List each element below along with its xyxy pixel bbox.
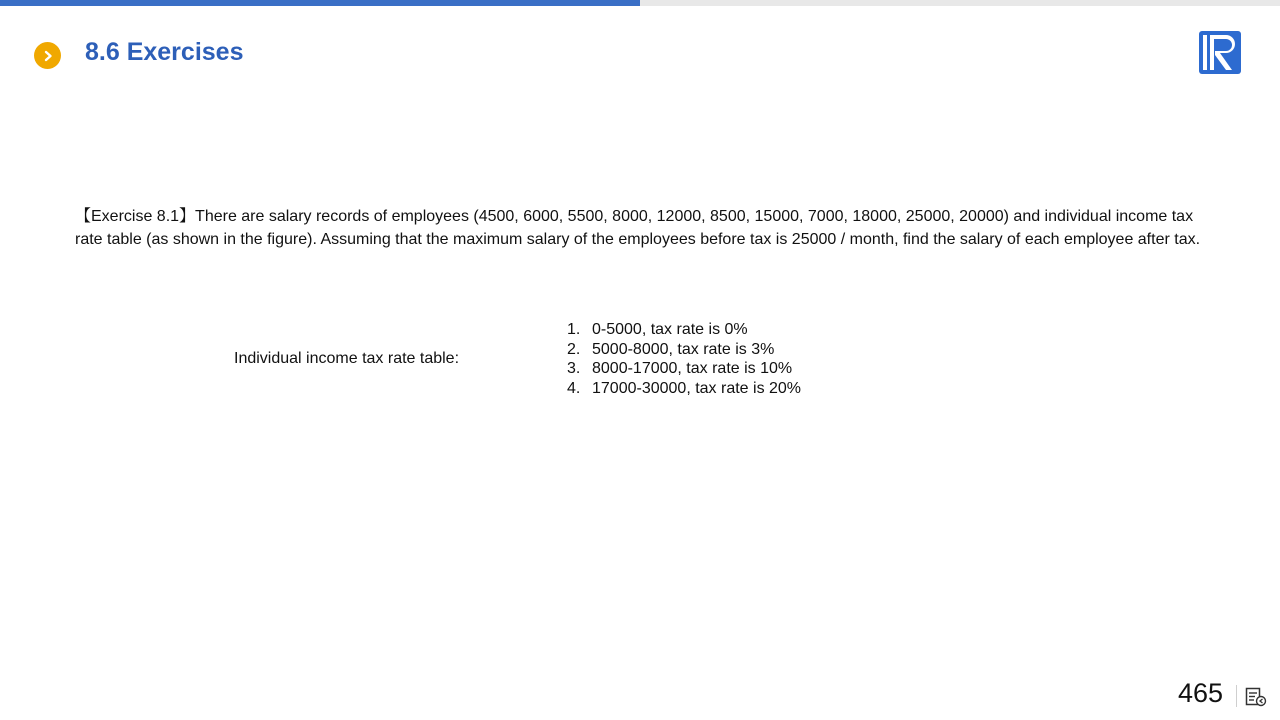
list-item [567, 359, 801, 379]
logo-icon [1199, 31, 1241, 74]
list-text: 0-5000, tax rate is 0% [592, 321, 748, 338]
list-text: 8000-17000, tax rate is 10% [592, 360, 793, 377]
page-title: 8.6 Exercises [85, 38, 244, 66]
page-number: 465 [1178, 678, 1224, 708]
list-item [567, 320, 801, 340]
list-item [567, 340, 801, 360]
tax-table-label: Individual income tax rate table: [234, 350, 460, 367]
list-number: 1. [567, 321, 581, 338]
list-text: 5000-8000, tax rate is 3% [592, 340, 775, 358]
list-number: 3. [567, 360, 581, 377]
list-item [567, 379, 801, 399]
list-number: 2. [567, 340, 581, 358]
exercise-description: 【Exercise 8.1】There are salary records of employees (4500, 6000, 5500, 8000, 12000, 8500, 15000, 7000, 18000, 25000, 20000) and individual income tax rate table (as shown in the figure). Assuming that the maximum salary of the employees before tax is 25000 / month, find the salary of each employee after tax. [75, 208, 1201, 248]
progress-bar [0, 0, 640, 6]
chevron-right-icon [34, 42, 61, 69]
list-text: 17000-30000, tax rate is 20% [592, 379, 802, 397]
list-number: 4. [567, 379, 581, 397]
tax-rate-list [567, 320, 801, 398]
slide-list-icon[interactable] [1245, 687, 1267, 707]
progress-track [0, 0, 1280, 6]
footer-divider [1236, 685, 1237, 707]
